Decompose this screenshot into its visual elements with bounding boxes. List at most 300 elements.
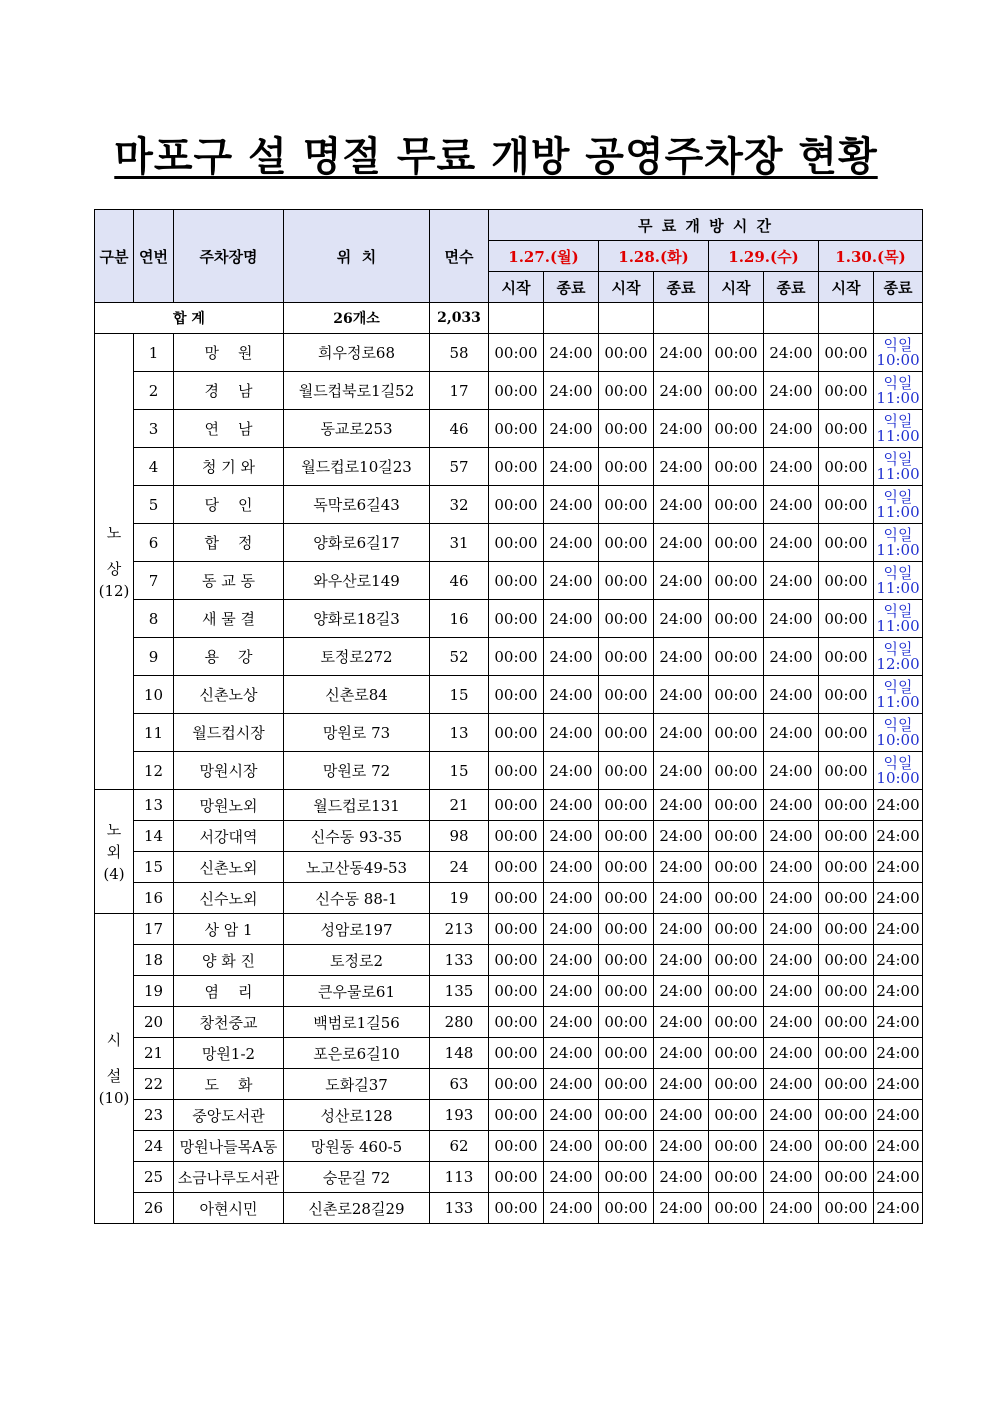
start-time: 00:00 [709, 914, 764, 945]
start-time: 00:00 [599, 486, 654, 524]
header-start-3: 시작 [709, 272, 764, 303]
start-time: 00:00 [709, 1100, 764, 1131]
start-time: 00:00 [819, 524, 874, 562]
row-spaces: 15 [430, 752, 489, 790]
end-time: 24:00 [544, 1100, 599, 1131]
row-name: 망원1-2 [174, 1038, 284, 1069]
header-start-1: 시작 [489, 272, 544, 303]
row-spaces: 62 [430, 1131, 489, 1162]
header-start-4: 시작 [819, 272, 874, 303]
start-time: 00:00 [709, 1131, 764, 1162]
start-time: 00:00 [599, 1193, 654, 1224]
end-time: 24:00 [764, 945, 819, 976]
start-time: 00:00 [819, 1038, 874, 1069]
start-time: 00:00 [819, 334, 874, 372]
row-number: 20 [134, 1007, 174, 1038]
end-time: 24:00 [654, 448, 709, 486]
start-time: 00:00 [489, 600, 544, 638]
end-time: 24:00 [654, 1131, 709, 1162]
start-time: 00:00 [709, 486, 764, 524]
end-time: 24:00 [654, 372, 709, 410]
end-time: 24:00 [654, 562, 709, 600]
row-location: 신촌로84 [284, 676, 430, 714]
header-name: 주차장명 [174, 210, 284, 303]
summary-label: 합 계 [95, 303, 284, 334]
end-time: 24:00 [764, 524, 819, 562]
end-time: 24:00 [764, 372, 819, 410]
row-location: 토정로2 [284, 945, 430, 976]
start-time: 00:00 [599, 976, 654, 1007]
start-time: 00:00 [709, 334, 764, 372]
row-spaces: 213 [430, 914, 489, 945]
row-spaces: 52 [430, 638, 489, 676]
end-time: 24:00 [544, 676, 599, 714]
start-time: 00:00 [819, 1100, 874, 1131]
row-spaces: 63 [430, 1069, 489, 1100]
row-name: 상 암 1 [174, 914, 284, 945]
row-name: 중앙도서관 [174, 1100, 284, 1131]
end-time: 24:00 [654, 714, 709, 752]
table-row [95, 752, 923, 790]
end-time: 24:00 [544, 852, 599, 883]
group-label: 노 외 (4) [95, 790, 134, 914]
end-time: 24:00 [654, 1100, 709, 1131]
start-time: 00:00 [819, 410, 874, 448]
end-time: 24:00 [544, 1131, 599, 1162]
start-time: 00:00 [599, 562, 654, 600]
start-time: 00:00 [489, 883, 544, 914]
end-time-next-day: 익일 11:00 [874, 600, 923, 638]
start-time: 00:00 [709, 1038, 764, 1069]
table-row [95, 600, 923, 638]
end-time: 24:00 [764, 676, 819, 714]
row-name: 망원나들목A동 [174, 1131, 284, 1162]
start-time: 00:00 [489, 1007, 544, 1038]
start-time: 00:00 [819, 638, 874, 676]
end-time-next-day: 익일 12:00 [874, 638, 923, 676]
row-name: 신수노외 [174, 883, 284, 914]
header-end-3: 종료 [764, 272, 819, 303]
row-name: 아현시민 [174, 1193, 284, 1224]
end-time: 24:00 [874, 945, 923, 976]
table-row [95, 1069, 923, 1100]
start-time: 00:00 [819, 600, 874, 638]
start-time: 00:00 [489, 410, 544, 448]
row-name: 망원시장 [174, 752, 284, 790]
summary-count: 26개소 [284, 303, 430, 334]
row-spaces: 31 [430, 524, 489, 562]
start-time: 00:00 [599, 410, 654, 448]
row-name: 동 교 동 [174, 562, 284, 600]
row-location: 숭문길 72 [284, 1162, 430, 1193]
table-row [95, 790, 923, 821]
table-row [95, 945, 923, 976]
start-time: 00:00 [599, 914, 654, 945]
start-time: 00:00 [819, 852, 874, 883]
row-location: 성암로197 [284, 914, 430, 945]
end-time: 24:00 [874, 1131, 923, 1162]
start-time: 00:00 [709, 945, 764, 976]
table-row [95, 1162, 923, 1193]
row-name: 소금나루도서관 [174, 1162, 284, 1193]
start-time: 00:00 [819, 883, 874, 914]
start-time: 00:00 [489, 638, 544, 676]
start-time: 00:00 [599, 1069, 654, 1100]
start-time: 00:00 [489, 1162, 544, 1193]
row-number: 21 [134, 1038, 174, 1069]
end-time: 24:00 [764, 883, 819, 914]
table-row [95, 1007, 923, 1038]
table-row [95, 448, 923, 486]
start-time: 00:00 [709, 410, 764, 448]
end-time: 24:00 [544, 372, 599, 410]
end-time: 24:00 [654, 334, 709, 372]
start-time: 00:00 [709, 562, 764, 600]
summary-spaces: 2,033 [430, 303, 489, 334]
row-number: 5 [134, 486, 174, 524]
table-row [95, 976, 923, 1007]
end-time: 24:00 [654, 1069, 709, 1100]
end-time: 24:00 [764, 1131, 819, 1162]
start-time: 00:00 [709, 600, 764, 638]
row-location: 성산로128 [284, 1100, 430, 1131]
end-time: 24:00 [874, 790, 923, 821]
start-time: 00:00 [599, 1100, 654, 1131]
row-spaces: 58 [430, 334, 489, 372]
row-name: 신촌노상 [174, 676, 284, 714]
start-time: 00:00 [709, 821, 764, 852]
row-number: 14 [134, 821, 174, 852]
end-time: 24:00 [544, 790, 599, 821]
group-label: 노 상 (12) [95, 334, 134, 790]
start-time: 00:00 [599, 1007, 654, 1038]
row-spaces: 21 [430, 790, 489, 821]
end-time-next-day: 익일 11:00 [874, 410, 923, 448]
row-name: 서강대역 [174, 821, 284, 852]
start-time: 00:00 [489, 1069, 544, 1100]
header-end-2: 종료 [654, 272, 709, 303]
end-time: 24:00 [764, 821, 819, 852]
start-time: 00:00 [489, 821, 544, 852]
row-location: 양화로18길3 [284, 600, 430, 638]
end-time: 24:00 [874, 821, 923, 852]
start-time: 00:00 [599, 752, 654, 790]
table-row [95, 676, 923, 714]
row-spaces: 193 [430, 1100, 489, 1131]
end-time: 24:00 [764, 1069, 819, 1100]
end-time: 24:00 [654, 1193, 709, 1224]
row-location: 신수동 88-1 [284, 883, 430, 914]
row-name: 당 인 [174, 486, 284, 524]
end-time: 24:00 [654, 1007, 709, 1038]
end-time: 24:00 [654, 1162, 709, 1193]
end-time: 24:00 [544, 752, 599, 790]
row-name: 새 물 결 [174, 600, 284, 638]
start-time: 00:00 [819, 714, 874, 752]
row-spaces: 98 [430, 821, 489, 852]
start-time: 00:00 [819, 821, 874, 852]
end-time: 24:00 [654, 600, 709, 638]
end-time-next-day: 익일 11:00 [874, 448, 923, 486]
row-spaces: 46 [430, 562, 489, 600]
row-spaces: 16 [430, 600, 489, 638]
start-time: 00:00 [819, 976, 874, 1007]
table-row [95, 524, 923, 562]
end-time-next-day: 익일 11:00 [874, 676, 923, 714]
start-time: 00:00 [489, 914, 544, 945]
row-spaces: 24 [430, 852, 489, 883]
row-number: 22 [134, 1069, 174, 1100]
row-number: 13 [134, 790, 174, 821]
header-free-hours: 무 료 개 방 시 간 [489, 210, 923, 241]
start-time: 00:00 [489, 852, 544, 883]
end-time: 24:00 [654, 410, 709, 448]
start-time: 00:00 [599, 714, 654, 752]
end-time: 24:00 [544, 821, 599, 852]
end-time-next-day: 익일 11:00 [874, 486, 923, 524]
end-time: 24:00 [544, 1007, 599, 1038]
end-time: 24:00 [654, 883, 709, 914]
end-time: 24:00 [764, 1162, 819, 1193]
end-time: 24:00 [874, 1100, 923, 1131]
row-name: 경 남 [174, 372, 284, 410]
row-spaces: 17 [430, 372, 489, 410]
table-row [95, 372, 923, 410]
end-time: 24:00 [764, 562, 819, 600]
start-time: 00:00 [819, 790, 874, 821]
start-time: 00:00 [599, 372, 654, 410]
start-time: 00:00 [489, 486, 544, 524]
start-time: 00:00 [819, 1162, 874, 1193]
row-number: 15 [134, 852, 174, 883]
end-time: 24:00 [544, 524, 599, 562]
start-time: 00:00 [599, 600, 654, 638]
start-time: 00:00 [819, 1131, 874, 1162]
header-number: 연번 [134, 210, 174, 303]
row-name: 합 정 [174, 524, 284, 562]
end-time: 24:00 [654, 524, 709, 562]
end-time: 24:00 [544, 1162, 599, 1193]
start-time: 00:00 [489, 976, 544, 1007]
table-row [95, 1131, 923, 1162]
start-time: 00:00 [489, 1038, 544, 1069]
start-time: 00:00 [819, 945, 874, 976]
end-time-next-day: 익일 11:00 [874, 562, 923, 600]
row-location: 망원동 460-5 [284, 1131, 430, 1162]
row-location: 월드컵로10길23 [284, 448, 430, 486]
row-name: 월드컵시장 [174, 714, 284, 752]
row-location: 노고산동49-53 [284, 852, 430, 883]
start-time: 00:00 [489, 1193, 544, 1224]
end-time: 24:00 [764, 638, 819, 676]
end-time: 24:00 [874, 1162, 923, 1193]
row-location: 도화길37 [284, 1069, 430, 1100]
row-name: 창천중교 [174, 1007, 284, 1038]
end-time: 24:00 [654, 914, 709, 945]
end-time: 24:00 [764, 852, 819, 883]
start-time: 00:00 [819, 562, 874, 600]
start-time: 00:00 [709, 372, 764, 410]
end-time-next-day: 익일 10:00 [874, 752, 923, 790]
table-row [95, 486, 923, 524]
start-time: 00:00 [819, 1069, 874, 1100]
row-location: 큰우물로61 [284, 976, 430, 1007]
start-time: 00:00 [709, 676, 764, 714]
start-time: 00:00 [599, 1038, 654, 1069]
end-time: 24:00 [764, 1193, 819, 1224]
row-number: 2 [134, 372, 174, 410]
row-name: 양 화 진 [174, 945, 284, 976]
row-number: 9 [134, 638, 174, 676]
start-time: 00:00 [709, 448, 764, 486]
row-number: 16 [134, 883, 174, 914]
header-category: 구분 [95, 210, 134, 303]
start-time: 00:00 [819, 752, 874, 790]
header-end-4: 종료 [874, 272, 923, 303]
row-number: 8 [134, 600, 174, 638]
page-title: 마포구 설 명절 무료 개방 공영주차장 현황 [114, 134, 878, 180]
row-number: 11 [134, 714, 174, 752]
end-time: 24:00 [654, 752, 709, 790]
group-label: 시 설 (10) [95, 914, 134, 1224]
end-time: 24:00 [654, 790, 709, 821]
end-time-next-day: 익일 10:00 [874, 334, 923, 372]
row-location: 망원로 73 [284, 714, 430, 752]
table-row [95, 562, 923, 600]
table-row [95, 821, 923, 852]
row-spaces: 13 [430, 714, 489, 752]
end-time: 24:00 [654, 638, 709, 676]
row-location: 동교로253 [284, 410, 430, 448]
end-time: 24:00 [764, 486, 819, 524]
row-location: 백범로1길56 [284, 1007, 430, 1038]
start-time: 00:00 [489, 524, 544, 562]
row-number: 23 [134, 1100, 174, 1131]
start-time: 00:00 [819, 1007, 874, 1038]
start-time: 00:00 [709, 790, 764, 821]
end-time-next-day: 익일 11:00 [874, 372, 923, 410]
header-date-1: 1.27.(월) [489, 241, 599, 272]
end-time: 24:00 [544, 600, 599, 638]
row-number: 18 [134, 945, 174, 976]
start-time: 00:00 [709, 638, 764, 676]
start-time: 00:00 [599, 790, 654, 821]
start-time: 00:00 [489, 334, 544, 372]
end-time: 24:00 [544, 410, 599, 448]
row-number: 10 [134, 676, 174, 714]
start-time: 00:00 [599, 448, 654, 486]
row-name: 망원노외 [174, 790, 284, 821]
start-time: 00:00 [489, 1131, 544, 1162]
start-time: 00:00 [489, 790, 544, 821]
start-time: 00:00 [599, 524, 654, 562]
start-time: 00:00 [709, 1069, 764, 1100]
row-number: 19 [134, 976, 174, 1007]
end-time: 24:00 [544, 714, 599, 752]
start-time: 00:00 [489, 945, 544, 976]
end-time: 24:00 [544, 945, 599, 976]
start-time: 00:00 [819, 676, 874, 714]
end-time: 24:00 [544, 1038, 599, 1069]
table-row [95, 334, 923, 372]
table-row [95, 1100, 923, 1131]
end-time: 24:00 [764, 334, 819, 372]
row-number: 7 [134, 562, 174, 600]
row-name: 염 리 [174, 976, 284, 1007]
end-time: 24:00 [654, 945, 709, 976]
start-time: 00:00 [599, 638, 654, 676]
table-row [95, 714, 923, 752]
start-time: 00:00 [819, 372, 874, 410]
end-time: 24:00 [654, 1038, 709, 1069]
row-number: 4 [134, 448, 174, 486]
end-time: 24:00 [874, 1193, 923, 1224]
row-name: 신촌노외 [174, 852, 284, 883]
start-time: 00:00 [599, 334, 654, 372]
row-spaces: 19 [430, 883, 489, 914]
end-time: 24:00 [544, 562, 599, 600]
row-location: 망원로 72 [284, 752, 430, 790]
end-time: 24:00 [544, 976, 599, 1007]
start-time: 00:00 [489, 1100, 544, 1131]
row-number: 25 [134, 1162, 174, 1193]
row-number: 12 [134, 752, 174, 790]
end-time-next-day: 익일 10:00 [874, 714, 923, 752]
start-time: 00:00 [599, 821, 654, 852]
row-location: 와우산로149 [284, 562, 430, 600]
start-time: 00:00 [819, 1193, 874, 1224]
start-time: 00:00 [709, 524, 764, 562]
row-spaces: 148 [430, 1038, 489, 1069]
start-time: 00:00 [709, 852, 764, 883]
header-date-4: 1.30.(목) [819, 241, 923, 272]
header-location: 위 치 [284, 210, 430, 303]
row-name: 용 강 [174, 638, 284, 676]
end-time: 24:00 [654, 852, 709, 883]
end-time: 24:00 [544, 883, 599, 914]
start-time: 00:00 [819, 914, 874, 945]
end-time: 24:00 [764, 790, 819, 821]
table-row [95, 852, 923, 883]
end-time: 24:00 [874, 1007, 923, 1038]
start-time: 00:00 [709, 1162, 764, 1193]
table-row [95, 410, 923, 448]
row-spaces: 46 [430, 410, 489, 448]
row-location: 독막로6길43 [284, 486, 430, 524]
end-time-next-day: 익일 11:00 [874, 524, 923, 562]
row-name: 연 남 [174, 410, 284, 448]
row-number: 26 [134, 1193, 174, 1224]
end-time: 24:00 [764, 914, 819, 945]
start-time: 00:00 [599, 945, 654, 976]
row-location: 월드컵로131 [284, 790, 430, 821]
start-time: 00:00 [819, 448, 874, 486]
row-number: 17 [134, 914, 174, 945]
end-time: 24:00 [764, 1038, 819, 1069]
row-location: 월드컵북로1길52 [284, 372, 430, 410]
row-spaces: 135 [430, 976, 489, 1007]
start-time: 00:00 [489, 752, 544, 790]
row-spaces: 32 [430, 486, 489, 524]
row-location: 신수동 93-35 [284, 821, 430, 852]
table-row [95, 1193, 923, 1224]
row-location: 신촌로28길29 [284, 1193, 430, 1224]
start-time: 00:00 [599, 883, 654, 914]
table-row [95, 638, 923, 676]
end-time: 24:00 [874, 883, 923, 914]
start-time: 00:00 [599, 676, 654, 714]
end-time: 24:00 [764, 752, 819, 790]
